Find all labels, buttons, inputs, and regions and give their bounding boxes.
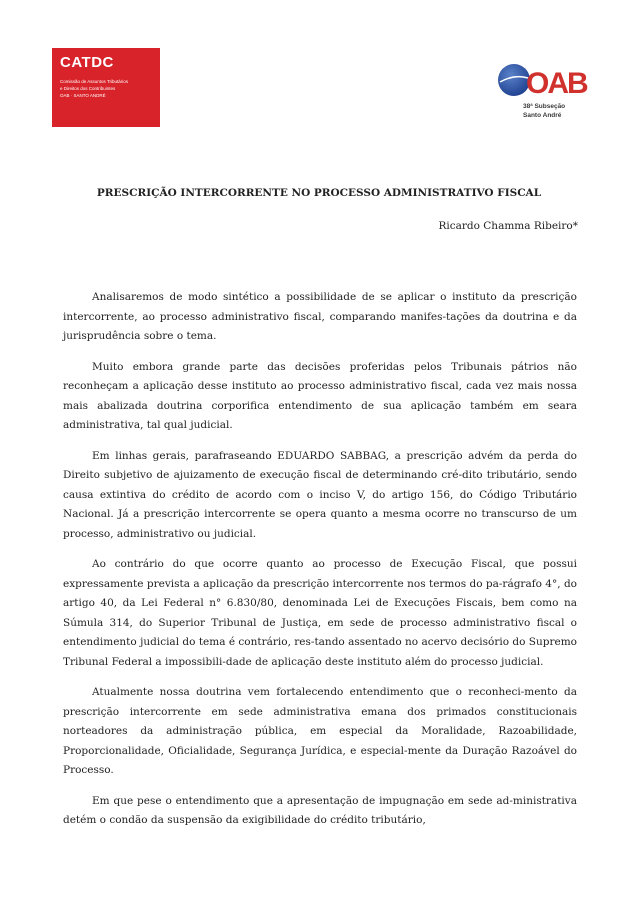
paragraph: Atualmente nossa doutrina vem fortalecendo entendimento que o reconheci-mento da prescrição intercorrente em sede administrativa emana dos primados constitucionais norteadores da administração pública, em especial da Moralidade, Razoabilidade, Proporcionalidade, Oficialidade, Segurança Jurídica, e especial-mente da Duração Razoável do Processo. xyxy=(63,686,577,776)
catdc-logo xyxy=(52,48,160,127)
oab-logo-mark: OAB xyxy=(526,67,587,100)
oab-caption xyxy=(523,102,603,120)
paragraph: Ao contrário do que ocorre quanto ao processo de Execução Fiscal, que possui expressamente prevista a aplicação da prescrição intercorrente nos termos do pa-rágrafo 4°, do artigo 40, da Lei Federal n° 6.830/80, denominada Lei de Execuções Fiscais, bem como na Súmula 314, do Superior Tribunal de Justiça, em sede de processo administrativo fiscal o entendimento judicial do tema é contrário, res-tando assentado no acervo decisório do Supremo Tribunal Federal a impossibili-dade de aplicação deste instituto além do processo judicial. xyxy=(63,558,577,668)
document-body xyxy=(63,288,577,842)
oab-caption-line1: 38ª Subseção xyxy=(523,103,566,110)
paragraph: Muito embora grande parte das decisões proferidas pelos Tribunais pátrios não reconheçam a aplicação desse instituto ao processo administrativo fiscal, cada vez mais nossa mais abalizada doutrina corporifica entendimento de sua aplicação também em seara administrativa, tal qual judicial. xyxy=(63,360,577,431)
paragraph: Em linhas gerais, parafraseando EDUARDO SABBAG, a prescrição advém da perda do Direito subjetivo de ajuizamento de execução fiscal de determinando cré-dito tributário, sendo causa extintiva do crédito de acordo com o inciso V, do artigo 156, do Código Tributário Nacional. Já a prescrição intercorrente se opera quanto a mesma ocorre no transcurso de um processo, administrativo ou judicial. xyxy=(63,449,577,540)
paragraph: Analisaremos de modo sintético a possibilidade de se aplicar o instituto da prescrição intercorrente, ao processo administrativo fiscal, comparando manifes-tações da doutrina e da jurisprudência sobre o tema. xyxy=(63,291,577,342)
document-title: PRESCRIÇÃO INTERCORRENTE NO PROCESSO ADMINISTRATIVO FISCAL xyxy=(96,187,542,199)
catdc-logo-line2: e Direitos dos Contribuintes xyxy=(60,86,116,91)
catdc-logo-brand: CATDC xyxy=(60,54,114,71)
paragraph: Em que pese o entendimento que a apresentação de impugnação em sede ad-ministrativa detém o condão da suspensão da exigibilidade do crédito tributário, xyxy=(63,794,577,826)
catdc-logo-line3: OAB · SANTO ANDRÉ xyxy=(60,93,106,98)
oab-caption-line2: Santo André xyxy=(523,112,562,119)
author-name: Ricardo Chamma Ribeiro* xyxy=(438,220,578,232)
catdc-logo-line1: Comissão de Assuntos Tributários xyxy=(60,79,129,84)
